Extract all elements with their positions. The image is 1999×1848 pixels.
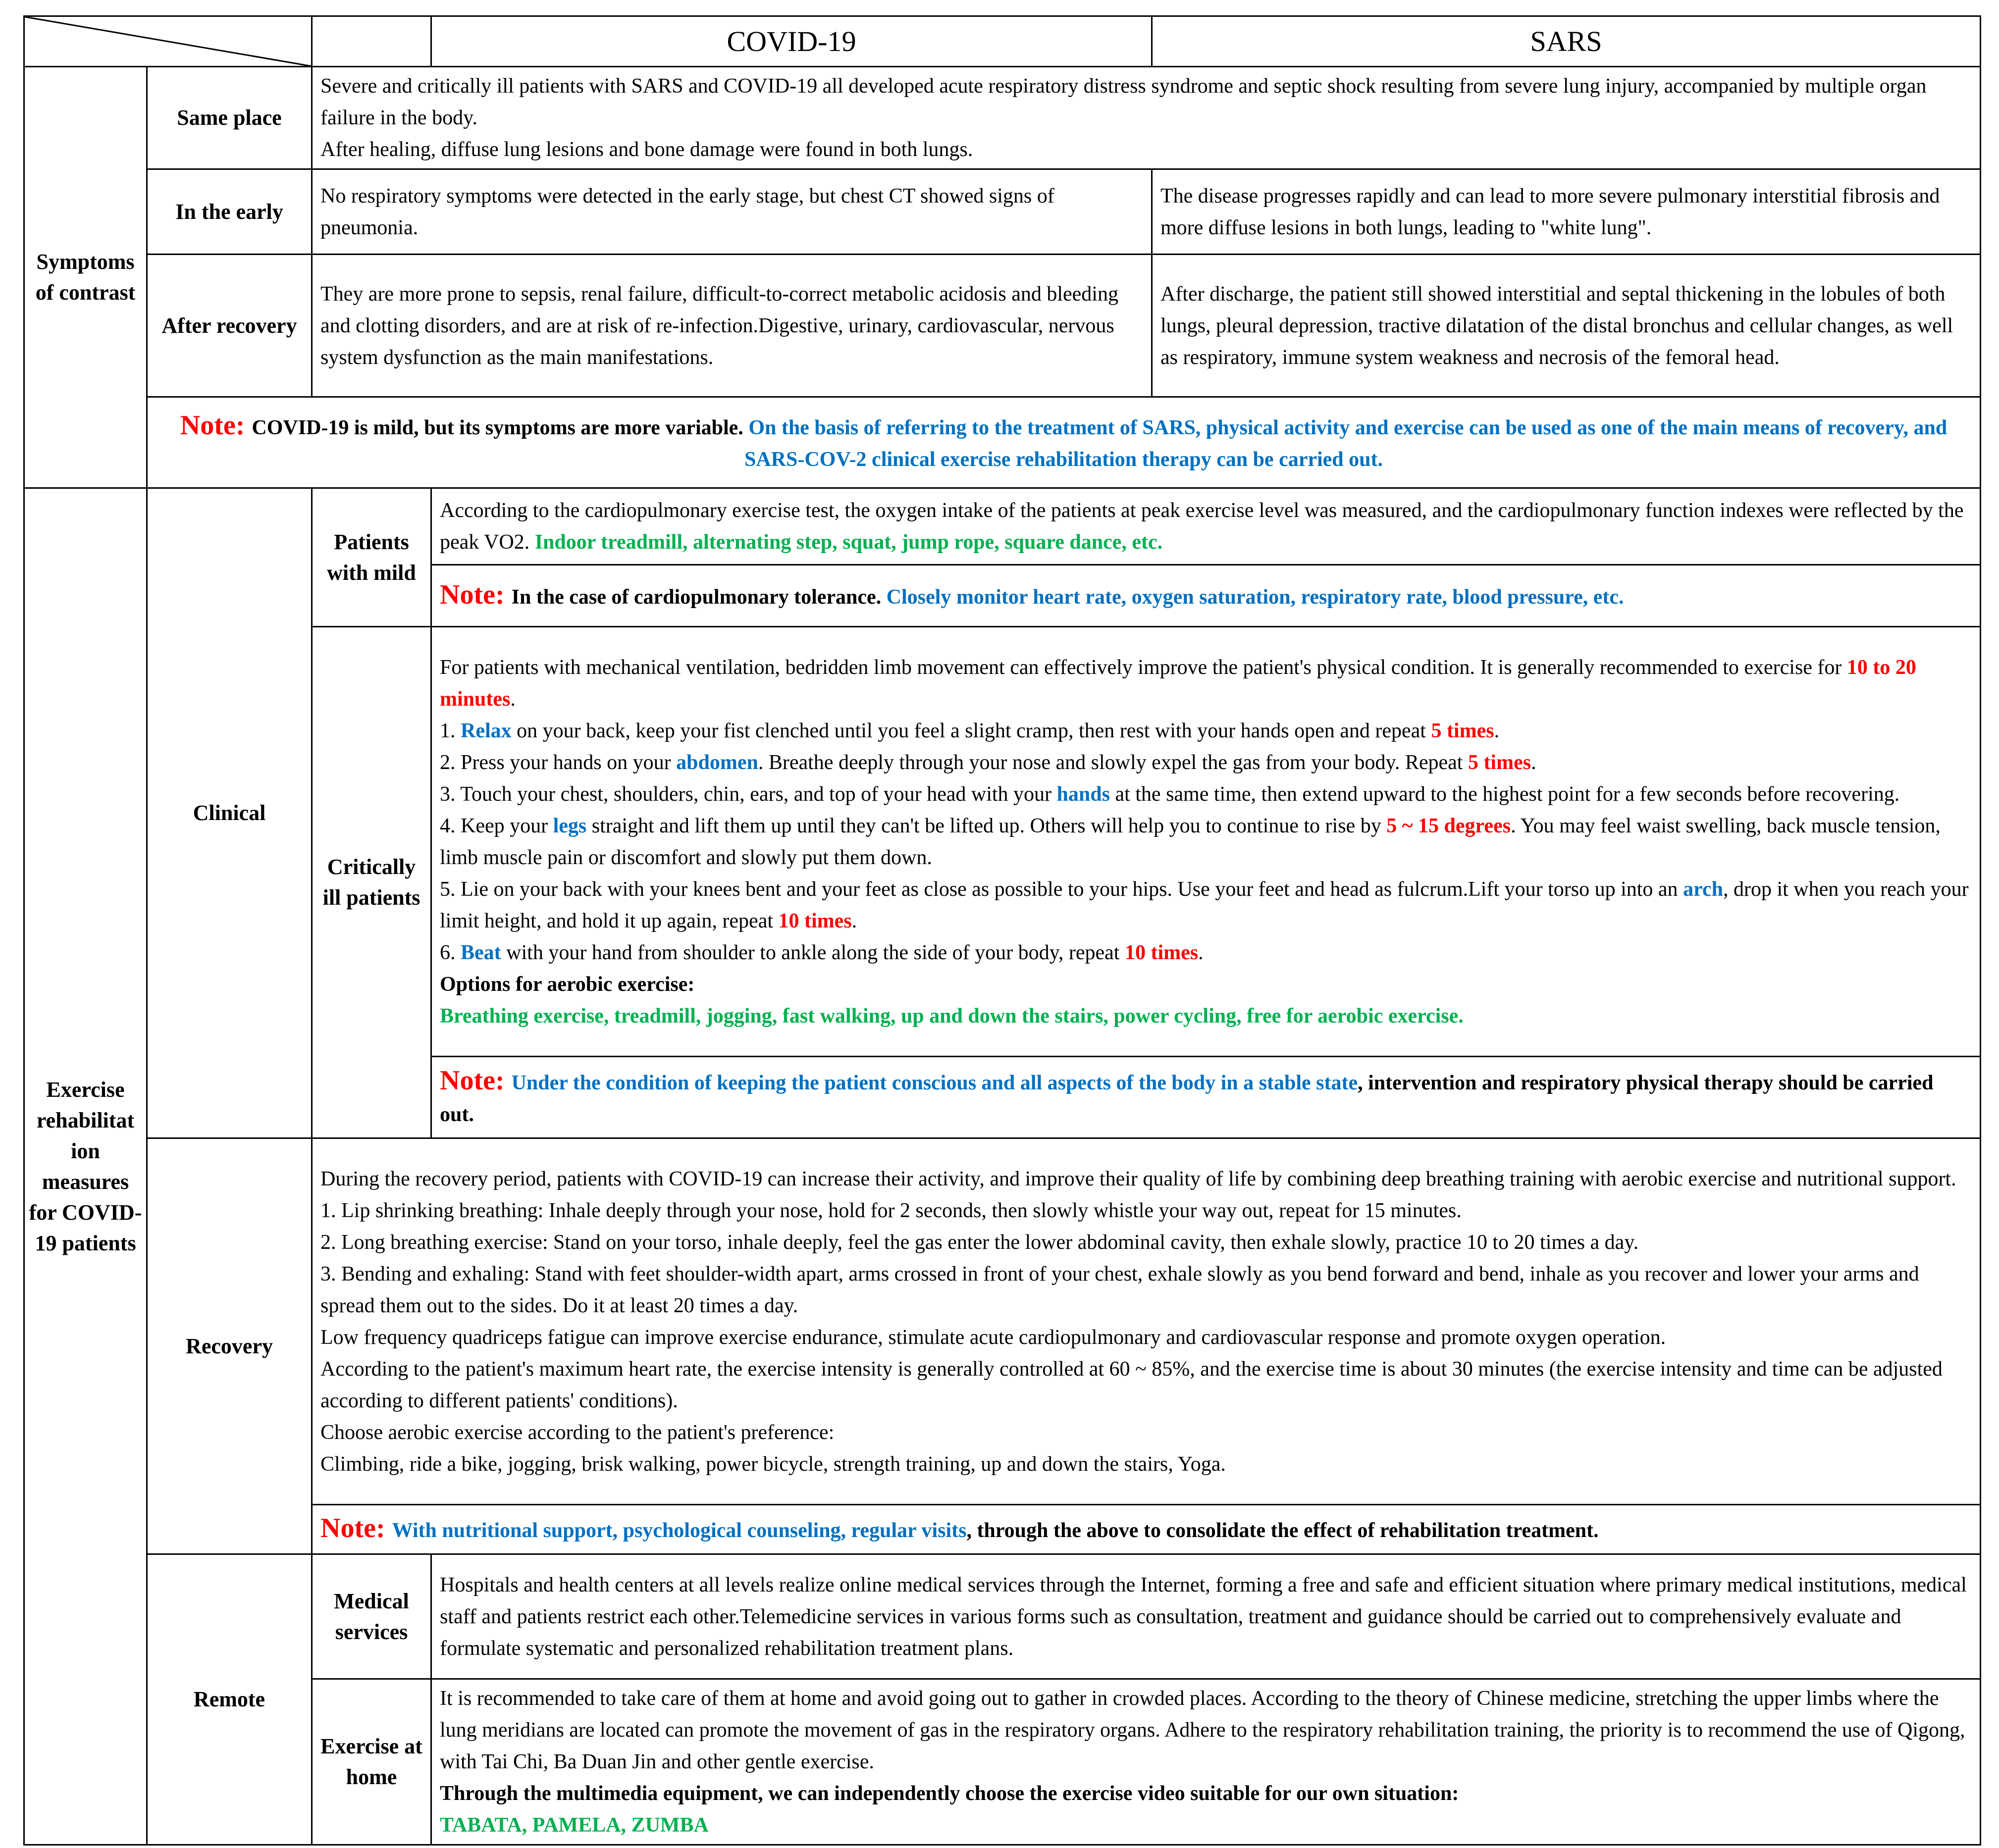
s2-end: . xyxy=(1531,751,1536,774)
critical-intro-duration: 10 to 20 minutes xyxy=(440,656,1916,711)
s5-count: 10 times xyxy=(778,909,852,932)
critical-note-black: , intervention and respiratory physical therapy should be carried out. xyxy=(440,1071,1934,1126)
recovery-p6: According to the patient's maximum heart rate, the exercise intensity is generally controlled at 60 ~ 85%, and the exercise time is about 30 minutes (the exercise intensity and time can be adjusted according to different patients' conditions). xyxy=(320,1357,1943,1412)
s6-count: 10 times xyxy=(1124,941,1199,964)
remote-label: Remote xyxy=(147,1554,312,1845)
header-covid: COVID-19 xyxy=(431,16,1152,67)
s5-keyword: arch xyxy=(1683,877,1723,901)
s3-text: at the same time, then extend upward to the highest point for a few seconds before recovering. xyxy=(1109,782,1900,806)
critical-label: Critically ill patients xyxy=(312,627,431,1138)
s6-prefix: 6. xyxy=(440,941,461,964)
after-covid-text: They are more prone to sepsis, renal failure, difficult-to-correct metabolic acidosis and bleeding and clotting disorders, and are at risk of re-infection.Digestive, urinary, cardiovascular, nervous system dysfunction as the main manifestations. xyxy=(312,255,1152,397)
s2-prefix: 2. Press your hands on your xyxy=(440,751,677,774)
mild-note-black: In the case of cardiopulmonary tolerance. xyxy=(511,585,887,609)
s4-degrees: 5 ~ 15 degrees xyxy=(1386,814,1511,837)
symptoms-note xyxy=(147,397,1981,488)
recovery-p4: 3. Bending and exhaling: Stand with feet shoulder-width apart, arms crossed in front of your chest, exhale slowly as you bend forward and bend, inhale as you recover and lower your arms and spread them out to the sides. Do it at least 20 times a day. xyxy=(320,1262,1919,1317)
row-remote-home xyxy=(24,1679,1981,1845)
s2-keyword: abdomen xyxy=(676,751,758,774)
critical-step-3 xyxy=(440,778,1972,810)
exercise-at-home-label: Exercise at home xyxy=(312,1679,431,1845)
s6-text: with your hand from shoulder to ankle along the side of your body, repeat xyxy=(501,941,1125,964)
exercise-at-home-text xyxy=(431,1679,1981,1845)
home-bold: Through the multimedia equipment, we can independently choose the exercise video suitable for our own situation: xyxy=(440,1782,1459,1805)
exercise-group-label: Exercise rehabilitat ion measures for COVID-19 patients xyxy=(24,488,147,1845)
same-place-label: Same place xyxy=(147,67,312,169)
mild-text xyxy=(431,488,1981,565)
row-critical-main xyxy=(24,627,1981,1057)
s4-prefix: 4. Keep your xyxy=(440,814,553,837)
critical-intro-text: For patients with mechanical ventilation, bedridden limb movement can effectively improve the patient's physical condition. It is generally recommended to exercise for xyxy=(440,656,1847,679)
diagonal-line xyxy=(25,17,311,66)
row-same-place xyxy=(24,67,1981,169)
row-recovery-note xyxy=(24,1505,1981,1554)
s6-keyword: Beat xyxy=(461,941,501,964)
mild-note xyxy=(431,565,1981,627)
s4-end: . You may feel waist swelling, back muscle tension, limb muscle pain or discomfort and slowly put them down. xyxy=(440,814,1941,869)
s1-end: . xyxy=(1494,719,1500,742)
row-mild-main xyxy=(24,488,1981,565)
medical-services-text: Hospitals and health centers at all levels realize online medical services through the Internet, forming a free and safe and efficient situation where primary medical institutions, medical staff and patients restrict each other.Telemedicine services in various forms such as consultation, treatment and guidance should be carried out to comprehensively evaluate and formulate systematic and personalized rehabilitation treatment plans. xyxy=(431,1554,1981,1679)
row-early xyxy=(24,169,1981,255)
recovery-p5: Low frequency quadriceps fatigue can improve exercise endurance, stimulate acute cardiopulmonary and cardiovascular response and promote oxygen operation. xyxy=(320,1326,1666,1349)
s3-keyword: hands xyxy=(1056,782,1110,806)
header-blank xyxy=(312,16,431,67)
row-symptoms-note xyxy=(24,397,1981,488)
critical-step-2 xyxy=(440,747,1972,778)
note-blue-text: On the basis of referring to the treatment of SARS, physical activity and exercise can be used as one of the main means of recovery, and SARS-COV-2 clinical exercise rehabilitation therapy can be carried out. xyxy=(744,416,1947,471)
recovery-label: Recovery xyxy=(147,1138,312,1554)
same-place-line2: After healing, diffuse lung lesions and bone damage were found in both lungs. xyxy=(320,138,973,161)
critical-note xyxy=(431,1057,1981,1138)
symptoms-group-label: Symptoms of contrast xyxy=(24,67,147,488)
recovery-note-black: , through the above to consolidate the effect of rehabilitation treatment. xyxy=(966,1519,1599,1542)
s2-text: . Breathe deeply through your nose and slowly expel the gas from your body. Repeat xyxy=(758,751,1468,774)
s1-text: on your back, keep your fist clenched until you feel a slight cramp, then rest with your hands open and repeat xyxy=(511,719,1431,742)
note-label: Note: xyxy=(180,410,252,441)
s5-end: . xyxy=(851,909,857,932)
recovery-p8: Climbing, ride a bike, jogging, brisk walking, power bicycle, strength training, up and down the stairs, Yoga. xyxy=(320,1452,1226,1476)
early-covid-text: No respiratory symptoms were detected in the early stage, but chest CT showed signs of pneumonia. xyxy=(312,169,1152,255)
header-row xyxy=(24,16,1981,67)
recovery-p3: 2. Long breathing exercise: Stand on your torso, inhale deeply, feel the gas enter the lower abdominal cavity, then exhale slowly, practice 10 to 20 times a day. xyxy=(320,1231,1639,1254)
critical-intro xyxy=(440,652,1972,715)
s1-count: 5 times xyxy=(1431,719,1494,742)
mild-note-label: Note: xyxy=(440,579,512,610)
clinical-label: Clinical xyxy=(147,488,312,1138)
note-black-text: COVID-19 is mild, but its symptoms are more variable. xyxy=(252,416,749,440)
recovery-p1: During the recovery period, patients with COVID-19 can increase their activity, and improve their quality of life by combining deep breathing training with aerobic exercise and nutritional support. xyxy=(320,1167,1956,1190)
mild-label: Patients with mild xyxy=(312,488,431,627)
s2-count: 5 times xyxy=(1468,751,1531,774)
s1-keyword: Relax xyxy=(461,719,512,742)
same-place-text xyxy=(312,67,1981,169)
critical-step-5 xyxy=(440,873,1972,937)
s3-prefix: 3. Touch your chest, shoulders, chin, ears, and top of your head with your xyxy=(440,782,1057,806)
mild-body: According to the cardiopulmonary exercise test, the oxygen intake of the patients at peak exercise level was measured, and the cardiopulmonary function indexes were reflected by the peak VO2. xyxy=(440,499,1964,554)
critical-note-label: Note: xyxy=(440,1065,512,1096)
critical-text xyxy=(431,627,1981,1057)
critical-intro-end: . xyxy=(510,687,516,711)
after-sars-text: After discharge, the patient still showed interstitial and septal thickening in the lobules of both lungs, pleural depression, tractive dilatation of the distal bronchus and cellular changes, as well as respiratory, immune system weakness and necrosis of the femoral head. xyxy=(1152,255,1981,397)
header-sars: SARS xyxy=(1152,16,1981,67)
recovery-note xyxy=(312,1505,1981,1554)
after-recovery-label: After recovery xyxy=(147,255,312,397)
recovery-p7: Choose aerobic exercise according to the patient's preference: xyxy=(320,1421,835,1444)
row-remote-medical xyxy=(24,1554,1981,1679)
critical-options-label: Options for aerobic exercise: xyxy=(440,973,695,996)
s5-text: , drop it when you reach your limit height, and hold it up again, repeat xyxy=(440,877,1969,932)
recovery-note-label: Note: xyxy=(320,1513,392,1544)
mild-exercises: Indoor treadmill, alternating step, squat, jump rope, square dance, etc. xyxy=(534,531,1163,554)
critical-options: Breathing exercise, treadmill, jogging, fast walking, up and down the stairs, power cycling, free for aerobic exercise. xyxy=(440,1004,1464,1027)
mild-note-blue: Closely monitor heart rate, oxygen saturation, respiratory rate, blood pressure, etc. xyxy=(886,585,1624,609)
critical-step-1 xyxy=(440,715,1972,747)
home-videos: TABATA, PAMELA, ZUMBA xyxy=(440,1814,709,1837)
same-place-line1: Severe and critically ill patients with SARS and COVID-19 all developed acute respiratory distress syndrome and septic shock resulting from severe lung injury, accompanied by multiple organ failure in the body. xyxy=(320,75,1927,130)
s4-keyword: legs xyxy=(553,814,587,837)
corner-cell xyxy=(24,16,312,67)
critical-note-blue: Under the condition of keeping the patient conscious and all aspects of the body in a stable state xyxy=(511,1071,1358,1094)
critical-step-4 xyxy=(440,810,1972,873)
row-recovery-main xyxy=(24,1138,1981,1505)
s6-end: . xyxy=(1198,941,1204,964)
s5-prefix: 5. Lie on your back with your knees bent and your feet as close as possible to your hips. Use your feet and head as fulcrum.Lift your torso up into an xyxy=(440,877,1683,901)
medical-services-label: Medical services xyxy=(312,1554,431,1679)
critical-step-6 xyxy=(440,937,1972,969)
recovery-p2: 1. Lip shrinking breathing: Inhale deeply through your nose, hold for 2 seconds, then slowly whistle your way out, repeat for 15 minutes. xyxy=(320,1199,1462,1222)
early-sars-text: The disease progresses rapidly and can lead to more severe pulmonary interstitial fibrosis and more diffuse lesions in both lungs, leading to "white lung". xyxy=(1152,169,1981,255)
early-label: In the early xyxy=(147,169,312,255)
s4-text: straight and lift them up until they can't be lifted up. Others will help you to continue to rise by xyxy=(586,814,1387,837)
comparison-table xyxy=(23,15,1981,1846)
recovery-note-blue: With nutritional support, psychological counseling, regular visits xyxy=(392,1519,967,1542)
recovery-text xyxy=(312,1138,1981,1505)
row-after-recovery xyxy=(24,255,1981,397)
home-body: It is recommended to take care of them at home and avoid going out to gather in crowded places. According to the theory of Chinese medicine, stretching the upper limbs where the lung meridians are located can promote the movement of gas in the respiratory organs. Adhere to the respiratory rehabilitation training, the priority is to recommend the use of Qigong, with Tai Chi, Ba Duan Jin and other gentle exercise. xyxy=(440,1687,1965,1774)
s1-prefix: 1. xyxy=(440,719,461,742)
